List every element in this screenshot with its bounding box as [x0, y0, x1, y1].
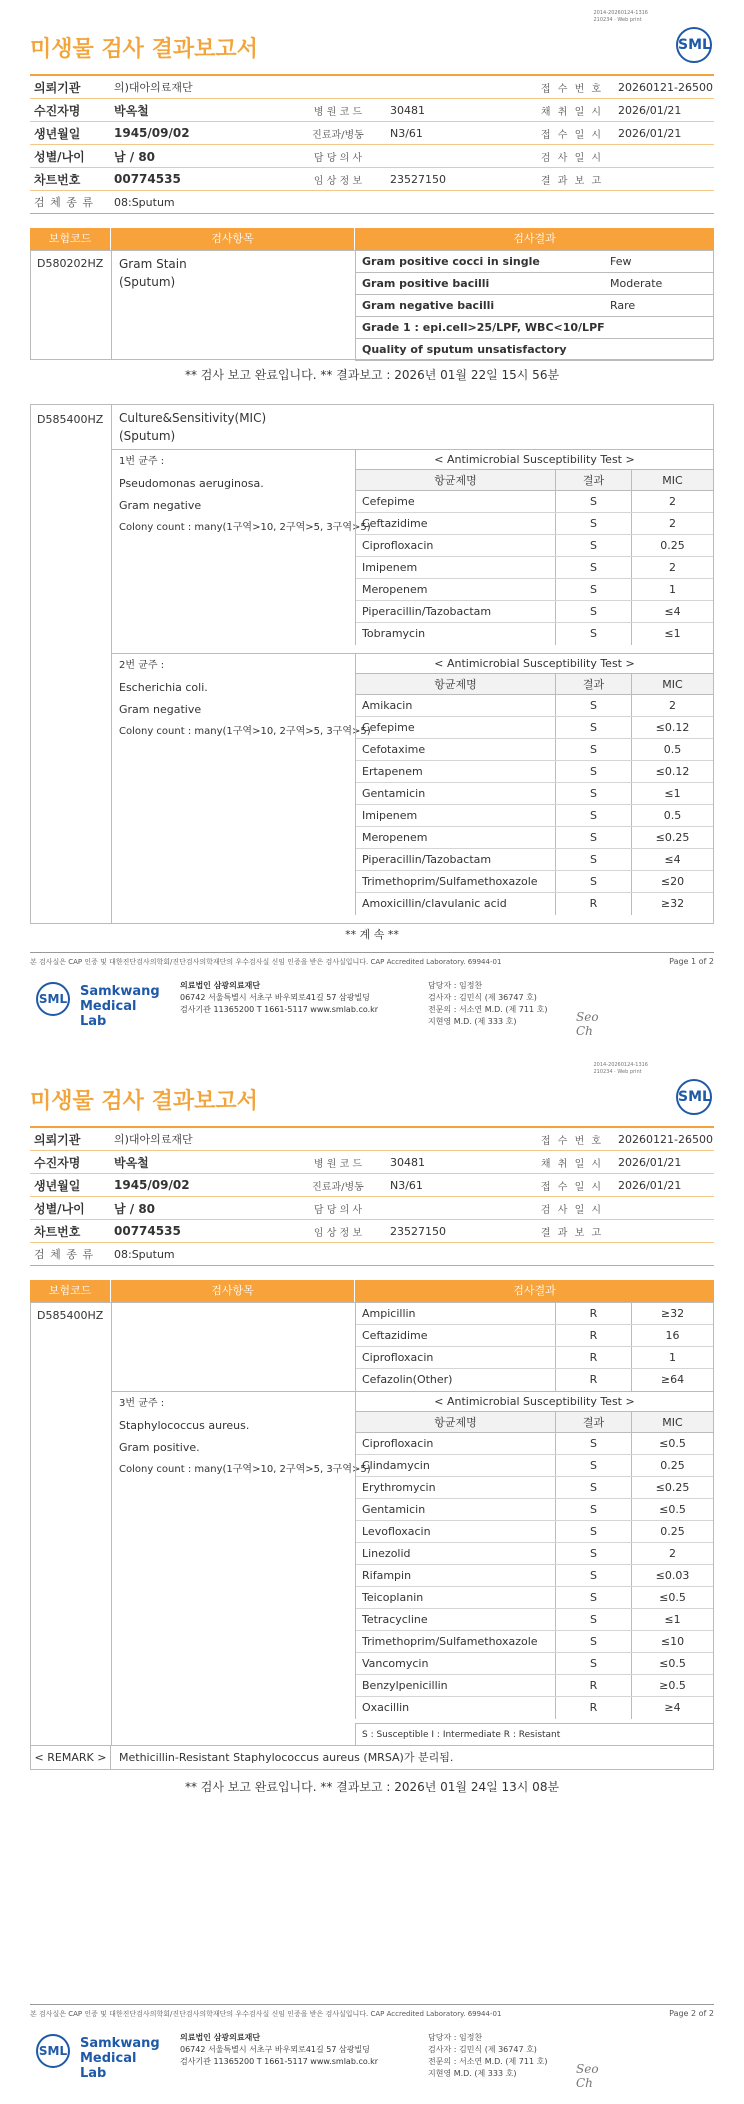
mic-value: ≤20 — [660, 875, 685, 888]
mic-value: ≥4 — [664, 1701, 681, 1714]
result-legend: S : Susceptible I : Intermediate R : Resistant — [355, 1723, 713, 1745]
susceptibility: R — [556, 1675, 632, 1696]
ast-row — [356, 579, 713, 601]
mic-value: ≤0.12 — [655, 721, 690, 734]
patient-field: 00774535 — [114, 1224, 181, 1238]
susceptibility: S — [556, 717, 632, 738]
patient-field: 차트번호 — [34, 172, 81, 187]
patient-field: 진료과/병동 — [312, 1181, 364, 1193]
result-header — [30, 228, 714, 250]
mic-value: ≤1 — [664, 1613, 681, 1626]
organism-2-info: 2번 균주 : Escherichia coli. Gram negative Colony count : many(1구역>10, 2구역>5, 3구역>5) — [119, 660, 371, 737]
susceptibility: S — [556, 871, 632, 892]
ast-table-2: < Antimicrobial Susceptibility Test > 항균제명 결과 MIC Amikacin S 2 Cefepime S ≤0.12 Cefotaxime S 0.5 Ertapenem S ≤0.12 Gentamicin S ≤1 Imipenem S 0.5 Meropenem S ≤0.25 Piperacillin/Tazobactam S ≤4 Trimethoprim/Sulfamethoxazole S ≤20 Amoxicillin/clavulanic acid R ≥32 — [355, 653, 713, 915]
mic-value: 2 — [669, 561, 676, 574]
drug-name: Trimethoprim/Sulfamethoxazole — [356, 871, 556, 892]
patient-field: 성별/나이 — [34, 1201, 85, 1216]
mic-value: 0.25 — [660, 1459, 685, 1472]
footer-address: 의료법인 삼광의료재단 06742 서울특별시 서초구 바우뫼로41길 57 삼광빌딩 검사기관 11365200 T 1661-5117 www.smlab.co.kr — [180, 981, 379, 1014]
patient-field: 생년월일 — [34, 126, 81, 141]
ast-row — [356, 761, 713, 783]
patient-field: 2026/01/21 — [618, 103, 682, 117]
mic-value: ≤0.5 — [659, 1657, 686, 1670]
culture-section — [30, 404, 714, 924]
footer-staff: 담당자 : 임정찬 검사자 : 김민식 (제 36747 호) 전문의 : 서소연 M.D. (제 711 호) 지현영 M.D. (제 333 호) — [428, 981, 548, 1026]
ast-table-2-continued — [355, 1303, 713, 1391]
signature: Seo Ch — [576, 2062, 599, 2090]
susceptibility: S — [556, 557, 632, 578]
drug-name: Cefepime — [356, 491, 556, 512]
patient-info-row — [30, 1174, 714, 1197]
footer-note: 본 검사실은 CAP 인증 및 대한진단검사의학회/진단검사의학재단의 우수검사실 신임 인증을 받은 검사실입니다. CAP Accredited Laboratory. 69944-01 — [30, 958, 502, 966]
patient-field: 결 과 보 고 — [540, 175, 604, 187]
ast-row — [356, 1303, 713, 1325]
drug-name: Erythromycin — [356, 1477, 556, 1498]
ast-row — [356, 557, 713, 579]
ast-row — [356, 1455, 713, 1477]
mic-value: ≥32 — [660, 1307, 685, 1320]
susceptibility: S — [556, 1521, 632, 1542]
drug-name: Tetracycline — [356, 1609, 556, 1630]
susceptibility: S — [556, 827, 632, 848]
patient-field: 30481 — [390, 1155, 425, 1169]
mic-value: ≤0.5 — [659, 1437, 686, 1450]
page-number: Page 2 of 2 — [669, 2009, 714, 2018]
drug-name: Cefotaxime — [356, 739, 556, 760]
patient-field: 수진자명 — [34, 103, 81, 118]
mic-value: ≤4 — [664, 605, 681, 618]
patient-field: 수진자명 — [34, 1155, 81, 1170]
patient-field: N3/61 — [390, 1178, 423, 1192]
susceptibility: R — [556, 893, 632, 915]
mic-value: 2 — [669, 495, 676, 508]
susceptibility: S — [556, 1543, 632, 1564]
ast-row — [356, 1697, 713, 1719]
drug-name: Meropenem — [356, 827, 556, 848]
stamp-line: 210234 · Web print — [593, 17, 642, 23]
patient-field: 박옥철 — [114, 103, 149, 118]
drug-name: Benzylpenicillin — [356, 1675, 556, 1696]
patient-field: 의)대아의료재단 — [114, 1133, 193, 1146]
susceptibility: S — [556, 623, 632, 645]
test-code: D585400HZ — [37, 413, 104, 426]
patient-field: 차트번호 — [34, 1224, 81, 1239]
drug-name: Ciprofloxacin — [356, 1347, 556, 1368]
gram-result-row: Quality of sputum unsatisfactory — [356, 339, 713, 361]
susceptibility: S — [556, 695, 632, 716]
mic-value: 1 — [669, 583, 676, 596]
result-header: 보험코드 검사항목 검사결과 — [30, 1280, 714, 1302]
mic-value: ≤4 — [664, 853, 681, 866]
patient-field: 병 원 코 드 — [313, 106, 363, 118]
patient-field: 검 체 종 류 — [34, 196, 94, 209]
patient-field: 담 당 의 사 — [313, 1204, 363, 1216]
susceptibility: S — [556, 535, 632, 556]
ast-row — [356, 1543, 713, 1565]
drug-name: Ciprofloxacin — [356, 1433, 556, 1454]
susceptibility: S — [556, 739, 632, 760]
remark-row: < REMARK > Methicillin-Resistant Staphylococcus aureus (MRSA)가 분리됨. — [30, 1746, 714, 1770]
ast-row — [356, 1675, 713, 1697]
drug-name: Vancomycin — [356, 1653, 556, 1674]
footer-note: 본 검사실은 CAP 인증 및 대한진단검사의학회/진단검사의학재단의 우수검사실 신임 인증을 받은 검사실입니다. CAP Accredited Laboratory. 69944-01 — [30, 2010, 502, 2018]
mic-value: ≥64 — [660, 1373, 685, 1386]
gram-result-row: Grade 1 : epi.cell>25/LPF, WBC<10/LPF — [356, 317, 713, 339]
ast-row — [356, 871, 713, 893]
patient-field: 생년월일 — [34, 1178, 81, 1193]
patient-field: 임 상 정 보 — [313, 175, 363, 187]
drug-name: Oxacillin — [356, 1697, 556, 1719]
ast-row — [356, 695, 713, 717]
drug-name: Piperacillin/Tazobactam — [356, 849, 556, 870]
patient-field: 접 수 번 호 — [540, 83, 604, 95]
gram-stain-box — [30, 250, 714, 360]
ast-row — [356, 893, 713, 915]
patient-field: 20260121-26500 — [618, 80, 713, 94]
test-item-name: Culture&Sensitivity(MIC) (Sputum) — [119, 411, 267, 443]
test-code: D580202HZ — [37, 257, 104, 270]
mic-value: ≤1 — [664, 787, 681, 800]
ast-row — [356, 1631, 713, 1653]
susceptibility: S — [556, 1631, 632, 1652]
susceptibility: S — [556, 849, 632, 870]
report-title: 미생물 검사 결과보고서 — [30, 1089, 258, 1114]
mic-value: 1 — [669, 1351, 676, 1364]
header-result: 검사결과 — [354, 228, 714, 250]
ast-table-1: < Antimicrobial Susceptibility Test > 항균제명 결과 MIC Cefepime S 2 Ceftazidime S 2 Ciprofloxacin S 0.25 Imipenem S 2 Meropenem S 1 Piperacillin/Tazobactam S ≤4 Tobramycin S ≤1 — [355, 449, 713, 645]
susceptibility: S — [556, 805, 632, 826]
ast-row — [356, 1477, 713, 1499]
mic-value: 0.25 — [660, 539, 685, 552]
patient-field: 08:Sputum — [114, 195, 175, 209]
drug-name: Levofloxacin — [356, 1521, 556, 1542]
ast-row — [356, 1433, 713, 1455]
report-complete-text: ** 검사 보고 완료입니다. ** 결과보고 : 2026년 01월 24일 13시 08분 — [184, 1780, 560, 1794]
mic-value: ≤0.12 — [655, 765, 690, 778]
drug-name: Ampicillin — [356, 1303, 556, 1324]
drug-name: Gentamicin — [356, 1499, 556, 1520]
footer-staff: 담당자 : 임정찬 검사자 : 김민식 (제 36747 호) 전문의 : 서소연 M.D. (제 711 호) 지현영 M.D. (제 333 호) — [428, 2033, 548, 2078]
mic-value: ≥32 — [660, 897, 685, 910]
ast-row — [356, 1565, 713, 1587]
print-stamp — [593, 10, 648, 24]
patient-field: 20260121-26500 — [618, 1132, 713, 1146]
patient-info-row — [30, 1151, 714, 1174]
drug-name: Tobramycin — [356, 623, 556, 645]
gram-result-row: Gram negative bacilli Rare — [356, 295, 713, 317]
susceptibility: R — [556, 1303, 632, 1324]
drug-name: Ceftazidime — [356, 513, 556, 534]
stamp-line: 2014-20260124-1316 — [593, 10, 648, 16]
sml-logo: SML — [676, 1079, 712, 1115]
susceptibility: S — [556, 1587, 632, 1608]
ast-row — [356, 1499, 713, 1521]
patient-field: 00774535 — [114, 172, 181, 186]
ast-row — [356, 1653, 713, 1675]
patient-field: 30481 — [390, 103, 425, 117]
drug-name: Cefepime — [356, 717, 556, 738]
susceptibility: S — [556, 1565, 632, 1586]
susceptibility: S — [556, 1477, 632, 1498]
patient-info-row — [30, 1243, 714, 1266]
gram-result-list — [355, 251, 713, 361]
mic-value: ≤0.5 — [659, 1503, 686, 1516]
patient-field: 담 당 의 사 — [313, 152, 363, 164]
page-number: Page 1 of 2 — [669, 957, 714, 966]
mic-value: ≤10 — [660, 1635, 685, 1648]
ast-row — [356, 1369, 713, 1391]
mic-value: 2 — [669, 1547, 676, 1560]
patient-info-row — [30, 122, 714, 145]
susceptibility: R — [556, 1347, 632, 1368]
ast-row — [356, 535, 713, 557]
ast-row — [356, 827, 713, 849]
susceptibility: S — [556, 1499, 632, 1520]
test-code: D585400HZ — [37, 1309, 104, 1322]
patient-info-row — [30, 145, 714, 168]
mic-value: ≤0.25 — [655, 1481, 690, 1494]
patient-field: 의)대아의료재단 — [114, 81, 193, 94]
drug-name: Trimethoprim/Sulfamethoxazole — [356, 1631, 556, 1652]
patient-field: 병 원 코 드 — [313, 1158, 363, 1170]
drug-name: Meropenem — [356, 579, 556, 600]
mic-value: 0.25 — [660, 1525, 685, 1538]
report-title: 미생물 검사 결과보고서 — [30, 37, 258, 62]
ast-row — [356, 1609, 713, 1631]
patient-field: 의뢰기관 — [34, 80, 81, 95]
report-complete-text: ** 검사 보고 완료입니다. ** 결과보고 : 2026년 01월 22일 15시 56분 — [184, 368, 560, 382]
drug-name: Teicoplanin — [356, 1587, 556, 1608]
result-section — [30, 228, 714, 360]
patient-field: 임 상 정 보 — [313, 1227, 363, 1239]
drug-name: Imipenem — [356, 557, 556, 578]
ast-row — [356, 783, 713, 805]
print-stamp — [593, 1062, 648, 1076]
sml-logo: SML — [676, 27, 712, 63]
drug-name: Piperacillin/Tazobactam — [356, 601, 556, 622]
patient-field: 성별/나이 — [34, 149, 85, 164]
patient-field: 의뢰기관 — [34, 1132, 81, 1147]
patient-field: 접 수 번 호 — [540, 1135, 604, 1147]
organism-1-info: 1번 균주 : Pseudomonas aeruginosa. Gram negative Colony count : many(1구역>10, 2구역>5, 3구역>5) — [119, 456, 371, 533]
patient-info-row — [30, 191, 714, 214]
drug-name: Ciprofloxacin — [356, 535, 556, 556]
patient-info-table — [30, 1126, 714, 1266]
organism-3-info: 3번 균주 : Staphylococcus aureus. Gram positive. Colony count : many(1구역>10, 2구역>5, 3구역>5) — [119, 1398, 371, 1475]
patient-field: 채 취 일 시 — [540, 1158, 604, 1170]
samkwang-logo: SML Samkwang Medical Lab — [36, 2032, 156, 2072]
patient-field: 2026/01/21 — [618, 126, 682, 140]
ast-row — [356, 849, 713, 871]
susceptibility: R — [556, 1369, 632, 1391]
patient-field: 23527150 — [390, 172, 446, 186]
drug-name: Amikacin — [356, 695, 556, 716]
mic-value: ≤1 — [664, 627, 681, 640]
ast-row — [356, 717, 713, 739]
patient-field: 박옥철 — [114, 1155, 149, 1170]
mic-value: ≥0.5 — [659, 1679, 686, 1692]
ast-row — [356, 1587, 713, 1609]
drug-name: Linezolid — [356, 1543, 556, 1564]
mic-value: 2 — [669, 517, 676, 530]
ast-row — [356, 1521, 713, 1543]
susceptibility: S — [556, 1609, 632, 1630]
patient-info-row — [30, 99, 714, 122]
ast-row — [356, 601, 713, 623]
drug-name: Ertapenem — [356, 761, 556, 782]
susceptibility: S — [556, 601, 632, 622]
header-item: 검사항목 — [110, 228, 354, 250]
drug-name: Gentamicin — [356, 783, 556, 804]
header-code: 보험코드 — [48, 232, 92, 245]
susceptibility: R — [556, 1697, 632, 1719]
susceptibility: S — [556, 1653, 632, 1674]
gram-result-row: Gram positive bacilli Moderate — [356, 273, 713, 295]
patient-info-row — [30, 1128, 714, 1151]
ast-row — [356, 739, 713, 761]
patient-field: 08:Sputum — [114, 1247, 175, 1261]
continued-text: ** 계 속 ** — [345, 928, 399, 941]
patient-field: 2026/01/21 — [618, 1155, 682, 1169]
mic-value: 0.5 — [663, 809, 682, 822]
mic-value: ≤0.03 — [655, 1569, 690, 1582]
patient-field: 검 체 종 류 — [34, 1248, 94, 1261]
patient-field: 채 취 일 시 — [540, 106, 604, 118]
drug-name: Rifampin — [356, 1565, 556, 1586]
ast-row — [356, 1347, 713, 1369]
culture-section-continued — [30, 1280, 714, 1770]
patient-info-row — [30, 1220, 714, 1243]
ast-table-3: < Antimicrobial Susceptibility Test > 항균제명 결과 MIC Ciprofloxacin S ≤0.5 Clindamycin S 0.25 Erythromycin S ≤0.25 Gentamicin S ≤0.5 Levofloxacin S 0.25 Linezolid S 2 Rifampin S ≤0.03 Teicoplanin S ≤0.5 Tetracycline S ≤1 Trimethoprim/Sulfamethoxazole S ≤10 Vancomycin S ≤0.5 Benzylpenicillin R ≥0.5 Oxacillin R ≥4 — [355, 1391, 713, 1719]
mic-value: ≤0.5 — [659, 1591, 686, 1604]
patient-field: 검 사 일 시 — [540, 152, 604, 164]
culture-box-continued — [30, 1302, 714, 1746]
susceptibility: S — [556, 491, 632, 512]
susceptibility: S — [556, 783, 632, 804]
susceptibility: S — [556, 513, 632, 534]
patient-field: 결 과 보 고 — [540, 1227, 604, 1239]
patient-info-table — [30, 74, 714, 214]
drug-name: Cefazolin(Other) — [356, 1369, 556, 1391]
patient-field: 남 / 80 — [114, 149, 156, 164]
patient-field: 2026/01/21 — [618, 1178, 682, 1192]
test-item-name: Gram Stain (Sputum) — [119, 257, 187, 289]
ast-row — [356, 513, 713, 535]
patient-field: 진료과/병동 — [312, 129, 364, 141]
ast-row — [356, 1325, 713, 1347]
patient-info-row — [30, 1197, 714, 1220]
patient-info-row — [30, 76, 714, 99]
stamp-line: 2014-20260124-1316 — [593, 1062, 648, 1068]
signature: Seo Ch — [576, 1010, 599, 1038]
patient-info-row — [30, 168, 714, 191]
report-page-2 — [0, 1052, 744, 2104]
drug-name: Ceftazidime — [356, 1325, 556, 1346]
mic-value: ≤0.25 — [655, 831, 690, 844]
drug-name: Amoxicillin/clavulanic acid — [356, 893, 556, 915]
ast-row — [356, 805, 713, 827]
patient-field: 1945/09/02 — [114, 1178, 190, 1192]
gram-result-row: Gram positive cocci in single Few — [356, 251, 713, 273]
mic-value: 0.5 — [663, 743, 682, 756]
susceptibility: R — [556, 1325, 632, 1346]
ast-row — [356, 623, 713, 645]
mic-value: 2 — [669, 699, 676, 712]
footer-address: 의료법인 삼광의료재단 06742 서울특별시 서초구 바우뫼로41길 57 삼광빌딩 검사기관 11365200 T 1661-5117 www.smlab.co.kr — [180, 2033, 379, 2066]
drug-name: Clindamycin — [356, 1455, 556, 1476]
patient-field: 23527150 — [390, 1224, 446, 1238]
susceptibility: S — [556, 761, 632, 782]
patient-field: 남 / 80 — [114, 1201, 156, 1216]
culture-box — [30, 404, 714, 924]
drug-name: Imipenem — [356, 805, 556, 826]
susceptibility: S — [556, 1433, 632, 1454]
patient-field: 접 수 일 시 — [540, 129, 604, 141]
stamp-line: 210234 · Web print — [593, 1069, 642, 1075]
ast-row — [356, 491, 713, 513]
samkwang-logo: SML Samkwang Medical Lab — [36, 980, 156, 1020]
patient-field: 검 사 일 시 — [540, 1204, 604, 1216]
patient-field: 1945/09/02 — [114, 126, 190, 140]
susceptibility: S — [556, 1455, 632, 1476]
patient-field: N3/61 — [390, 126, 423, 140]
patient-field: 접 수 일 시 — [540, 1181, 604, 1193]
mic-value: 16 — [665, 1329, 680, 1342]
susceptibility: S — [556, 579, 632, 600]
